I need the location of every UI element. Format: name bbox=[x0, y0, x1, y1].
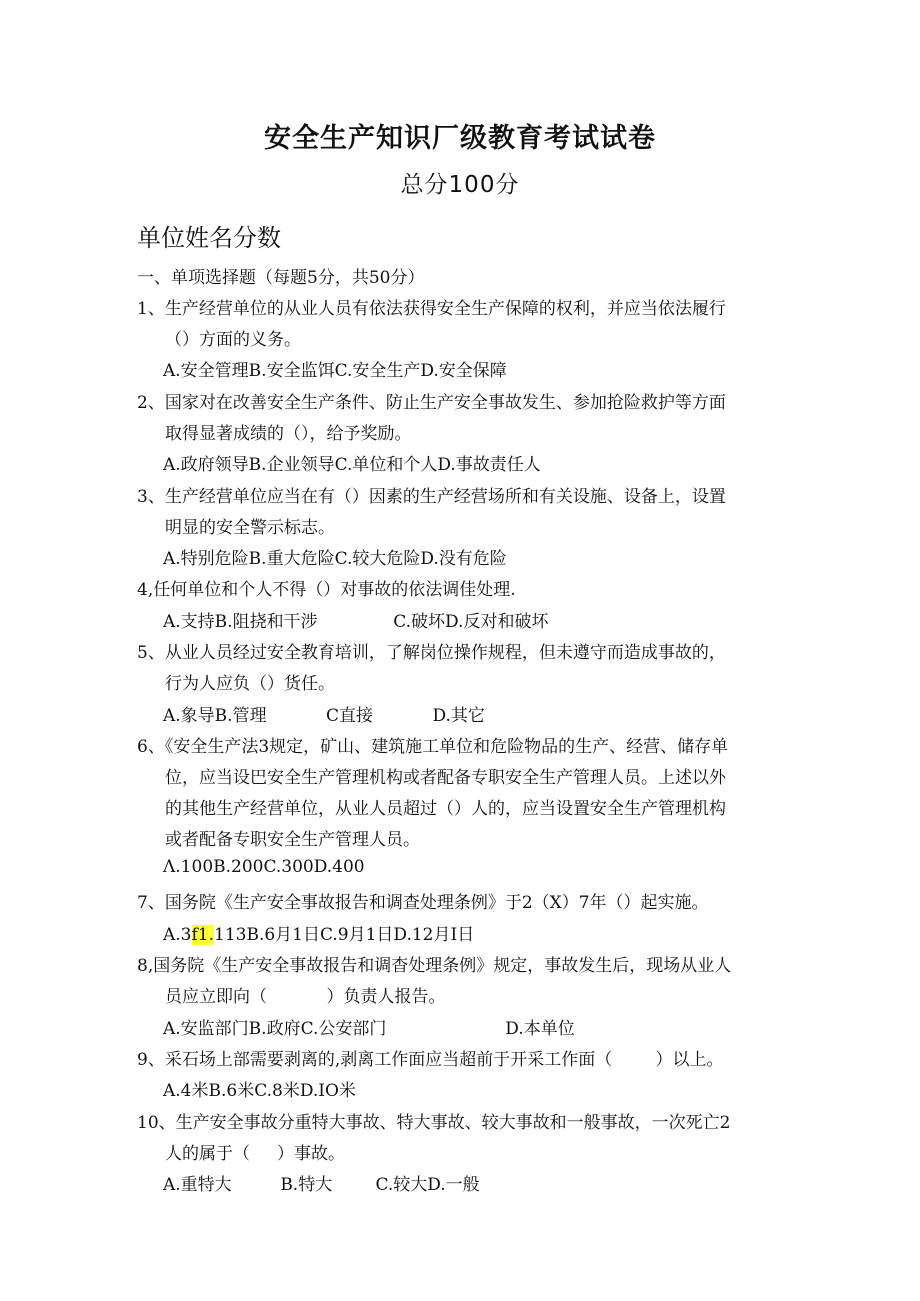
question-10-line-1: 10、生产安全事故分重特大事故、特大事故、较大事故和一般事故，一次死亡2 bbox=[137, 1113, 731, 1133]
question-5-line-1: 5、从业人员经过安全教育培训，了解岗位操作规程，但未遵守而造成事故的， bbox=[137, 643, 726, 663]
question-10-line-2: 人的属于（ ）事故。 bbox=[165, 1144, 346, 1164]
question-6-line-1: 6、《安全生产法3规定，矿山、建筑施工单位和危险物品的生产、经营、储存单 bbox=[137, 737, 729, 757]
question-3-options: A.特别危险B.重大危险C.较大危险D.没有危险 bbox=[163, 549, 507, 569]
question-3-line-2: 明显的安全警示标志。 bbox=[165, 518, 335, 538]
question-4-options: A.支持B.阻挠和干涉 C.破坏D.反对和破坏 bbox=[163, 612, 549, 632]
question-1-line-1: 1、生产经营单位的从业人员有依法获得安全生产保障的权利，并应当依法履行 bbox=[137, 299, 726, 319]
question-8-line-2: 员应立即向（ ）负责人报告。 bbox=[165, 987, 446, 1007]
question-3-line-1: 3、生产经营单位应当在有（）因素的生产经营场所和有关设施、设备上，设置 bbox=[137, 487, 726, 507]
question-8-line-1: 8,国务院《生产安全事故报告和调杳处理条例》规定，事故发生后，现场从业人 bbox=[137, 956, 732, 976]
question-7-line-1: 7、国务院《生产安全事故报告和调查处理条例》于2（X）7年（）起实施。 bbox=[137, 893, 709, 913]
question-4-line-1: 4,任何单位和个人不得（）对事故的依法调佳处理. bbox=[137, 580, 516, 600]
question-2-line-2: 取得显著成绩的（），给予奖励。 bbox=[165, 424, 412, 444]
header-unit-name-score: 单位姓名分数 bbox=[137, 224, 281, 252]
question-9-line-1: 9、采石场上部需要剥离的,剥离工作面应当超前于开采工作面（ ）以上。 bbox=[137, 1050, 724, 1070]
question-7-options-rest: 113B.6月1日C.9月1日D.12月I日 bbox=[214, 925, 475, 945]
highlighted-text: f1. bbox=[191, 925, 215, 945]
question-2-line-1: 2、国家对在改善安全生产条件、防止生产安全事故发生、参加抢险救护等方面 bbox=[137, 393, 726, 413]
question-8-options: A.安监部门B.政府C.公安部门 D.本单位 bbox=[163, 1019, 575, 1039]
question-9-options: A.4米B.6米C.8米D.IO米 bbox=[163, 1081, 356, 1101]
section-heading: 一、单项选择题（每题5分，共50分） bbox=[137, 268, 425, 288]
question-5-line-2: 行为人应负（）货任。 bbox=[165, 674, 335, 694]
question-6-line-4: 或者配备专职安全生产管理人员。 bbox=[165, 830, 420, 850]
question-7-options-start: A.3 bbox=[163, 925, 192, 945]
question-10-options: A.重特大 B.特大 C.较大D.一般 bbox=[163, 1175, 480, 1195]
question-5-options: A.象导B.管理 C直接 D.其它 bbox=[163, 706, 485, 726]
question-1-line-2: （）方面的义务。 bbox=[165, 330, 301, 350]
question-1-options: A.安全管理B.安全监饵C.安全生产D.安全保障 bbox=[163, 361, 507, 381]
question-7-options bbox=[163, 920, 474, 945]
total-score: 总分100分 bbox=[400, 172, 520, 198]
question-6-line-3: 的其他生产经营单位，从业人员超过（）人的，应当设置安全生产管理机构 bbox=[165, 799, 726, 819]
question-6-line-2: 位，应当设巴安全生产管理机构或者配备专职安全生产管理人员。上述以外 bbox=[165, 768, 726, 788]
question-6-options: Λ.100B.200C.300D.400 bbox=[163, 857, 365, 877]
question-2-options: A.政府领导B.企业领导C.单位和个人D.事故责任人 bbox=[163, 455, 541, 475]
exam-title: 安全生产知识厂级教育考试试卷 bbox=[264, 123, 656, 154]
